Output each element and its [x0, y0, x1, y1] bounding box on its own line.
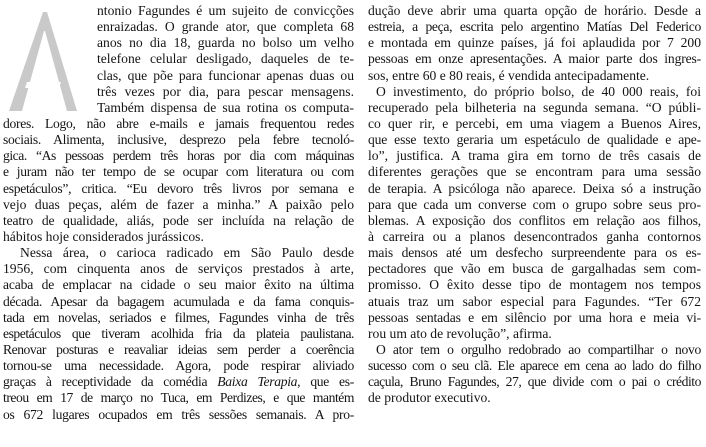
left-column — [3, 3, 354, 423]
text-line: e juram não ter tempo de se ocupar com literatura ou com — [3, 164, 354, 180]
text-line: tada em novelas, seriados e filmes, Fagundes vinha de três — [3, 309, 354, 325]
text-line: O ator tem o orgulho redobrado ao compartilhar o novo — [376, 341, 701, 357]
text-line: caçula, Bruno Fagundes, 27, que divide com o pai o crédito — [368, 374, 701, 390]
text-line: pessoas sentadas e em silêncio por uma hora e meia vi- — [368, 309, 701, 325]
text-segment: graças à receptividade da comédia — [3, 374, 208, 390]
text-line: lo”, justifica. A trama gira em torno de três casais de — [368, 148, 701, 164]
text-line: hábitos hoje considerados jurássicos. — [3, 228, 204, 244]
text-line: sociais. Alimenta, inclusive, desprezo pela febre tecnoló- — [3, 132, 354, 148]
text-line: dução deve abrir uma quarta opção de horário. Desde a — [368, 3, 701, 18]
text-line: Renovar posturas e reavaliar ideias sem perder a coerência — [3, 341, 354, 357]
text-line: à carreira ou a planos desencontrados ganha contornos — [368, 228, 701, 244]
text-line: Nessa área, o carioca radicado em São Paulo desde — [20, 245, 354, 261]
text-line: os 672 lugares ocupados em três sessões semanais. A pro- — [3, 406, 354, 422]
right-column — [368, 3, 701, 407]
text-line: teatro de qualidade, aliás, pode ser incluída na relação de — [3, 212, 354, 228]
text-line: clas, que põe para funcionar apenas duas ou — [97, 67, 354, 83]
text-line: pectadores que vão em busca de gargalhadas sem com- — [368, 261, 701, 277]
text-line: que esse texto geraria um espetáculo de qualidade e ape- — [368, 132, 701, 148]
text-line: espetáculos que tiveram acolhida fria da plateia paulistana. — [3, 325, 354, 341]
text-line — [3, 374, 354, 390]
text-line: atuais traz um sabor especial para Fagundes. “Ter 672 — [368, 293, 701, 309]
text-line: e montada em quinze países, já foi aplaudida por 7 200 — [368, 35, 701, 51]
text-line: recuperado pela bilheteria na segunda semana. “O públi- — [368, 99, 701, 115]
text-line: anos no dia 18, guarda no bolso um velho — [97, 35, 354, 51]
text-segment: que es- — [310, 374, 355, 390]
text-line: sos, entre 60 e 80 reais, é vendida antecipadamente. — [368, 67, 650, 83]
text-line: blemas. A exposição dos conflitos em relação aos filhos, — [368, 212, 701, 228]
play-title: Baixa Terapia, — [217, 374, 301, 390]
text-line: treou em 17 de março no Tuca, em Perdizes, e que mantém — [3, 390, 354, 406]
text-line: pessoas em onze apresentações. A maior parte dos ingres- — [368, 51, 701, 67]
text-line: vejo duas peças, além de fazer a minha.” A paixão pelo — [3, 196, 354, 212]
text-line: de terapia. A psicóloga não aparece. Deixa só a instrução — [368, 180, 701, 196]
text-line: tornou-se uma necessidade. Agora, pode respirar aliviado — [3, 358, 354, 374]
text-line: telefone celular desligado, daqueles de te- — [97, 51, 354, 67]
text-line: O investimento, do próprio bolso, de 40 000 reais, foi — [376, 83, 701, 99]
text-line: ntonio Fagundes é um sujeito de convicções — [97, 3, 354, 18]
text-line: dores. Logo, não abre e-mails e jamais frequentou redes — [3, 115, 354, 131]
text-line: estreia, a peça, escrita pelo argentino Matías Del Federico — [368, 19, 701, 35]
text-line: 1956, com cinquenta anos de serviços prestados à arte, — [3, 261, 354, 277]
text-line: mais densos até um desfecho surpreendente para os es- — [368, 245, 701, 261]
text-line: enraizadas. O grande ator, que completa 68 — [97, 19, 354, 35]
text-line: gica. “As pessoas perdem três horas por dia com máquinas — [3, 148, 354, 164]
text-line: rou um ato de revolução”, afirma. — [368, 325, 552, 341]
text-line: para que cada um converse com o grupo sobre seus pro- — [368, 196, 701, 212]
text-line: diferentes gerações que se encontram para uma sessão — [368, 164, 701, 180]
text-line: sucesso com o seu clã. Ele aparece em cena ao lado do filho — [368, 358, 701, 374]
text-line: promisso. O êxito desse tipo de montagem nos tempos — [368, 277, 701, 293]
text-line: três vezes por dia, para pescar mensagens. — [97, 83, 354, 99]
text-line: de produtor executivo. — [368, 390, 491, 406]
text-line: acaba de emplacar na cidade o seu maior êxito na última — [3, 277, 354, 293]
text-line: década. Apesar da bagagem acumulada e da fama conquis- — [3, 293, 354, 309]
text-line: Também dispensa de sua rotina os computa- — [97, 99, 354, 115]
text-line: co quer rir, e percebi, em uma viagem a Buenos Aires, — [368, 115, 701, 131]
text-line: espetáculos”, critica. “Eu devoro três livros por semana e — [3, 180, 354, 196]
